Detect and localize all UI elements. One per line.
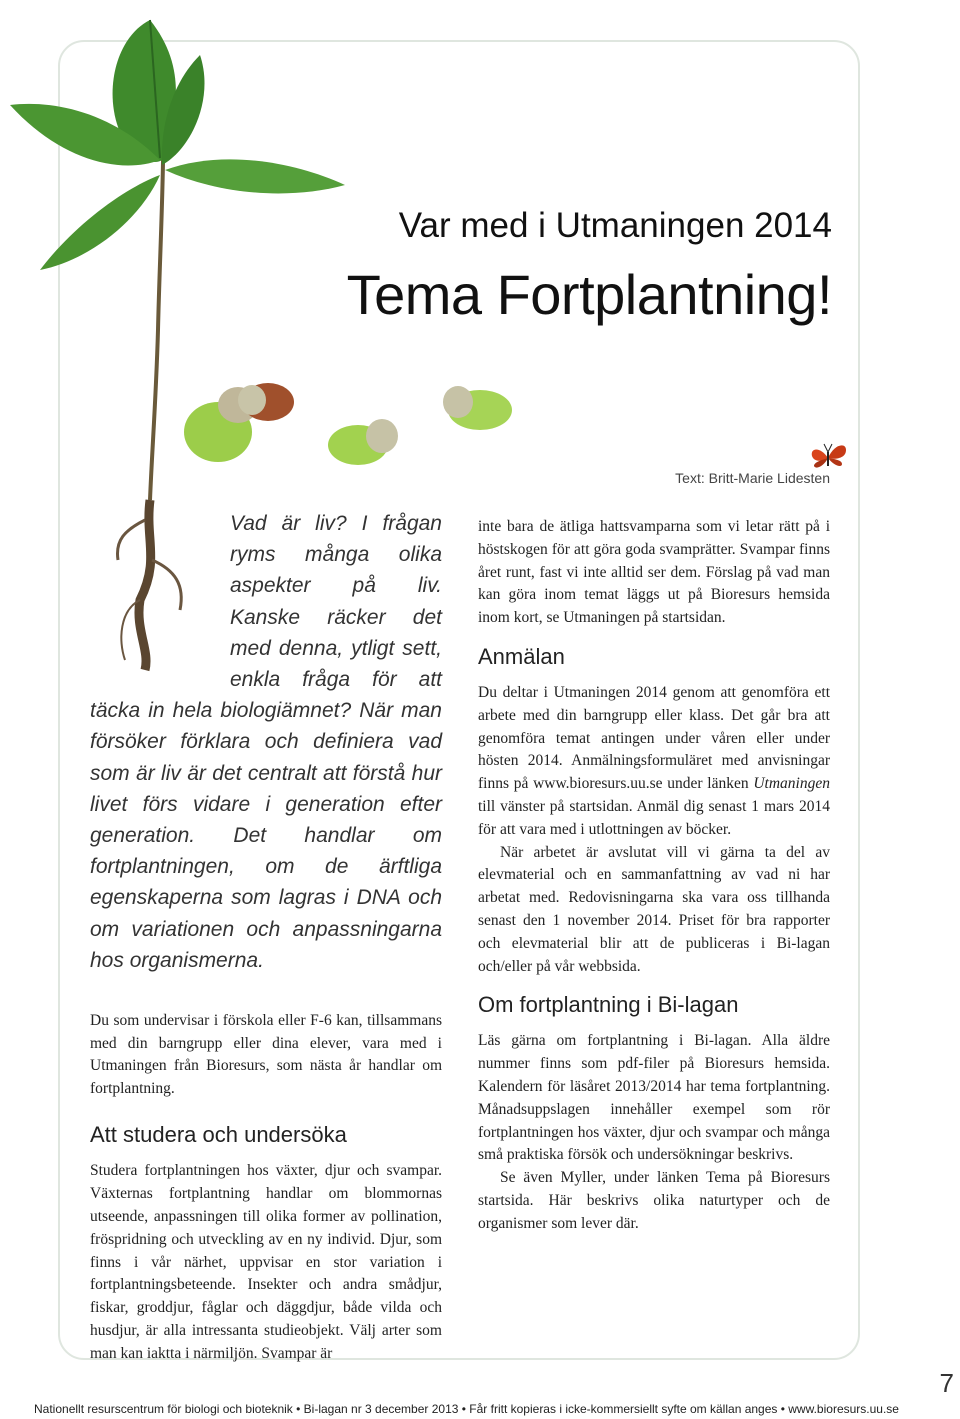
page-number: 7 (939, 1368, 954, 1398)
illustration-space (90, 508, 230, 695)
utmaningen-link[interactable]: Utmaningen (753, 775, 830, 793)
registration-paragraph-2: När arbetet är avslutat vill vi gärna ta del av elevmaterial och en sammanfattning av vad ni har arbetat med. Redovisningarna ska vara oss tillhanda senast den 1 november 2014. Priset för bra rapporter och elevmaterial blir att de publiceras i Bi-lagan och/eller på vår webbsida. (478, 843, 830, 975)
bilagan-paragraph-2: Se även Myller, under länken Tema på Bioresurs startsida. Här beskrivs olika naturtyper och de organismer som lever där. (478, 1169, 830, 1232)
bilagan-paragraph-1: Läs gärna om fortplantning i Bi-lagan. Alla äldre nummer finns som pdf-filer på Bioresurs hemsida. Kalendern för läsåret 2013/2014 har tema fortplantning. Månadsuppslagen innehåller exempel som rör fortplantningen hos växter, djur och svampar och många små praktiska försök och undersökningar beskrivs. (478, 1032, 830, 1164)
lead-paragraph: Du som undervisar i förskola eller F-6 kan, tillsammans med din barngrupp eller dina elever, vara med i Utmaningen från Bioresurs, som nästa år handlar om fortplantning. (90, 1012, 442, 1097)
page-title: Tema Fortplantning! (346, 263, 832, 326)
section-heading-study: Att studera och undersöka (90, 1122, 347, 1148)
author-credit: Text: Britt-Marie Lidesten (675, 470, 830, 486)
continuation-paragraph: inte bara de ätliga hattsvamparna som vi letar rätt på i höstskogen för att göra goda svamprätter. Svampar finns året runt, fast vi inte alltid ser dem. Förslag på vad man kan göra inom temat läggs ut på Bioresurs hemsida inom kort, se Utmaningen på startsidan. (478, 518, 830, 627)
section-heading-registration: Anmälan (478, 643, 565, 669)
study-paragraph: Studera fortplantningen hos växter, djur och svampar. Växternas fortplantning handlar om blommornas utseende, anpassningen till olika former av pollination, fröspridning och utveckling av en ny individ. Djur, som finns i vår närhet, uppvisar en stor variation i fortplantningsbeteende. Insekter och andra smådjur, fiskar, groddjur, fåglar och däggdjur, både vilda och husdjur, är alla intressanta studieobjekt. Välj arter som man kan iaktta i närmiljön. Svampar är (90, 1162, 442, 1362)
butterfly-icon (806, 440, 850, 474)
intro-paragraph: Vad är liv? I frågan ryms många olika aspekter på liv. Kanske räcker det med denna, ytligt sett, enkla fråga för att täcka in hela biologiämnet? När man försöker förklara och definiera vad som är liv är det centralt att förstå hur livet förs vidare i generation efter generation. Det handlar om fortplantningen, om de ärftliga egenskaperna som lagras i DNA och om variationen och anpassningarna hos organismerna. (90, 512, 442, 972)
registration-paragraph-1: Du deltar i Utmaningen 2014 genom att genomföra ett arbete med din barngrupp eller klass. Det går bra att genomföra temat antingen under våren eller under hösten 2014. Anmälningsformuläret med anvisningar finns på www.bioresurs.uu.se under länken Utmaningen till vänster på startsidan. Anmäl dig senast 1 mars 2014 för att vara med i utlottningen av böcker. (478, 683, 830, 838)
left-column (90, 508, 442, 1366)
section-heading-bilagan: Om fortplantning i Bi-lagan (478, 992, 739, 1018)
subtitle: Var med i Utmaningen 2014 (398, 206, 832, 245)
right-column (478, 516, 830, 1236)
page-footer: Nationellt resurscentrum för biologi och bioteknik • Bi-lagan nr 3 december 2013 • Får fritt kopieras i icke-kommersiellt syfte om källan anges • www.bioresurs.uu.se (34, 1402, 899, 1416)
